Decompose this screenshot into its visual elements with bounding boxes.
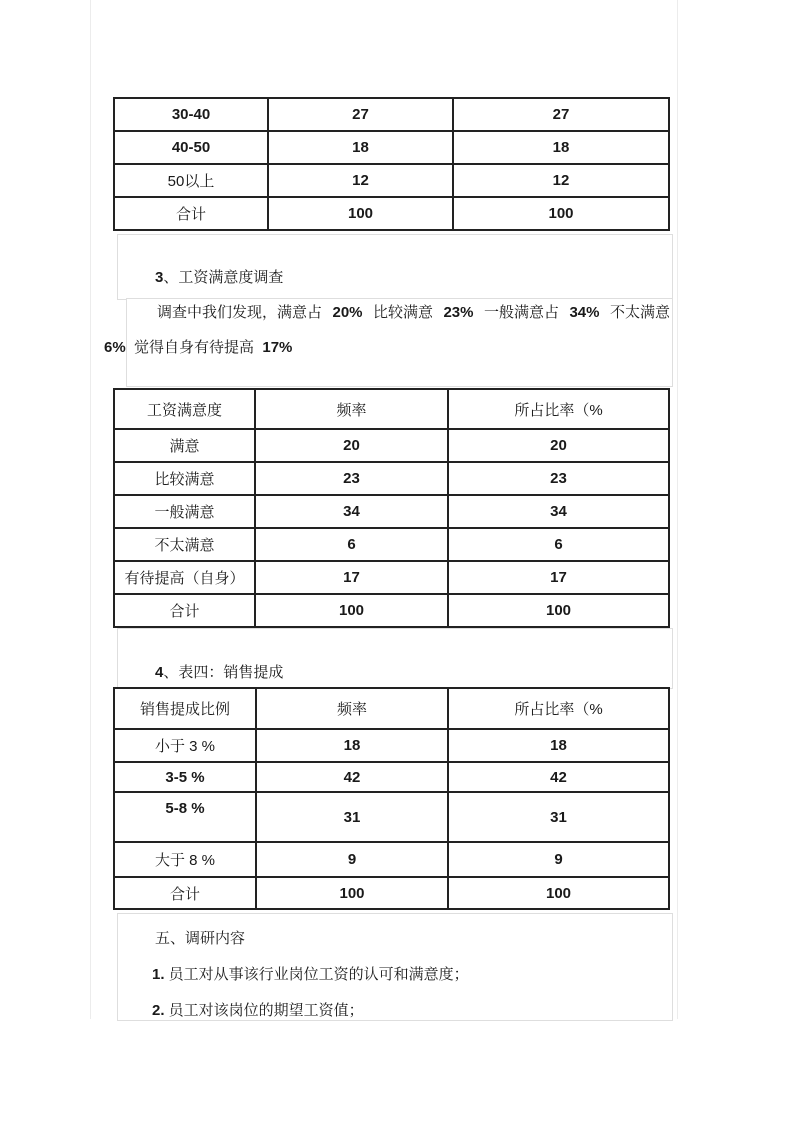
text-segment: 6% xyxy=(104,339,126,356)
table-cell: 满意 xyxy=(114,429,255,462)
table-cell: 不太满意 xyxy=(114,528,255,561)
text-segment: 、工资满意度调查 xyxy=(163,269,284,286)
table-header-cell: 工资满意度 xyxy=(114,389,255,429)
text-segment: 员工对从事该行业岗位工资的认可和满意度； xyxy=(164,966,469,983)
list-item xyxy=(152,965,469,985)
table-cell: 17 xyxy=(255,561,448,594)
text-segment: 、表四：销售提成 xyxy=(163,664,284,681)
salary-satisfaction-table xyxy=(113,388,670,628)
table-cell: 合计 xyxy=(114,594,255,627)
table-row xyxy=(114,429,669,462)
survey-findings-line-1 xyxy=(157,303,670,323)
text-segment: 觉得自身有待提高 xyxy=(125,339,263,356)
table-cell: 23 xyxy=(255,462,448,495)
text-segment: 2. xyxy=(152,1002,165,1019)
table-cell: 合计 xyxy=(114,197,268,230)
table-cell: 27 xyxy=(453,98,669,131)
table-cell: 100 xyxy=(448,877,669,909)
text-segment: 调查中我们发现，满意占 xyxy=(157,304,323,321)
table-row xyxy=(114,762,669,792)
table-header-cell: 销售提成比例 xyxy=(114,688,256,729)
text-segment: 23% xyxy=(443,304,474,321)
table-cell: 3-5 % xyxy=(114,762,256,792)
table-cell: 31 xyxy=(448,792,669,842)
table-cell: 20 xyxy=(448,429,669,462)
table-row xyxy=(114,164,669,197)
table-row xyxy=(114,792,669,842)
table-header-cell: 频率 xyxy=(256,688,448,729)
table-cell: 100 xyxy=(256,877,448,909)
table-cell: 20 xyxy=(255,429,448,462)
table-cell: 27 xyxy=(268,98,453,131)
age-distribution-table xyxy=(113,97,670,231)
table-cell: 34 xyxy=(255,495,448,528)
section-heading-survey-content: 五、调研内容 xyxy=(155,930,246,947)
table-row xyxy=(114,729,669,762)
table-cell: 有待提高（自身） xyxy=(114,561,255,594)
table-row xyxy=(114,98,669,131)
text-segment: 员工对该岗位的期望工资值； xyxy=(164,1002,364,1019)
text-segment: 3 xyxy=(155,269,164,286)
text-segment: 不太满意 xyxy=(609,304,670,321)
paragraph-outline xyxy=(117,234,673,300)
text-segment: 17% xyxy=(262,339,293,356)
text-segment: 4 xyxy=(155,664,164,681)
table-cell: 一般满意 xyxy=(114,495,255,528)
text-segment: 20% xyxy=(332,304,363,321)
table-header-cell: 所占比率（% xyxy=(448,688,669,729)
table-cell: 合计 xyxy=(114,877,256,909)
table-row xyxy=(114,594,669,627)
table-cell: 5-8 % xyxy=(114,792,256,842)
table-row xyxy=(114,842,669,877)
section-heading-salary-satisfaction xyxy=(155,268,283,288)
table-cell: 40-50 xyxy=(114,131,268,164)
table-cell: 50以上 xyxy=(114,164,268,197)
table-cell: 17 xyxy=(448,561,669,594)
table-header-row xyxy=(114,389,669,429)
table-cell: 小于 3 % xyxy=(114,729,256,762)
table-cell: 18 xyxy=(268,131,453,164)
section-heading-sales-commission xyxy=(155,663,283,683)
table-cell: 100 xyxy=(255,594,448,627)
table-cell: 18 xyxy=(256,729,448,762)
text-segment: 一般满意占 xyxy=(483,304,559,321)
table-cell: 比较满意 xyxy=(114,462,255,495)
text-segment: 1. xyxy=(152,966,165,983)
table-row xyxy=(114,528,669,561)
table-row xyxy=(114,877,669,909)
table-cell: 6 xyxy=(448,528,669,561)
table-row xyxy=(114,462,669,495)
table-cell: 42 xyxy=(256,762,448,792)
table-row xyxy=(114,561,669,594)
table-row xyxy=(114,197,669,230)
table-header-cell: 频率 xyxy=(255,389,448,429)
table-cell: 12 xyxy=(453,164,669,197)
survey-findings-line-2 xyxy=(104,338,292,358)
table-cell: 18 xyxy=(448,729,669,762)
table-cell: 23 xyxy=(448,462,669,495)
table-cell: 100 xyxy=(453,197,669,230)
table-cell: 42 xyxy=(448,762,669,792)
table-cell: 18 xyxy=(453,131,669,164)
table-cell: 大于 8 % xyxy=(114,842,256,877)
table-header-row xyxy=(114,688,669,729)
table-header-cell: 所占比率（% xyxy=(448,389,669,429)
table-row xyxy=(114,495,669,528)
table-cell: 31 xyxy=(256,792,448,842)
text-segment: 比较满意 xyxy=(372,304,433,321)
sales-commission-table xyxy=(113,687,670,910)
table-cell: 100 xyxy=(268,197,453,230)
text-segment: 34% xyxy=(569,304,600,321)
list-item xyxy=(152,1001,364,1021)
table-cell: 6 xyxy=(255,528,448,561)
table-row xyxy=(114,131,669,164)
table-cell: 34 xyxy=(448,495,669,528)
table-cell: 9 xyxy=(448,842,669,877)
table-cell: 100 xyxy=(448,594,669,627)
table-cell: 12 xyxy=(268,164,453,197)
table-cell: 30-40 xyxy=(114,98,268,131)
table-cell: 9 xyxy=(256,842,448,877)
